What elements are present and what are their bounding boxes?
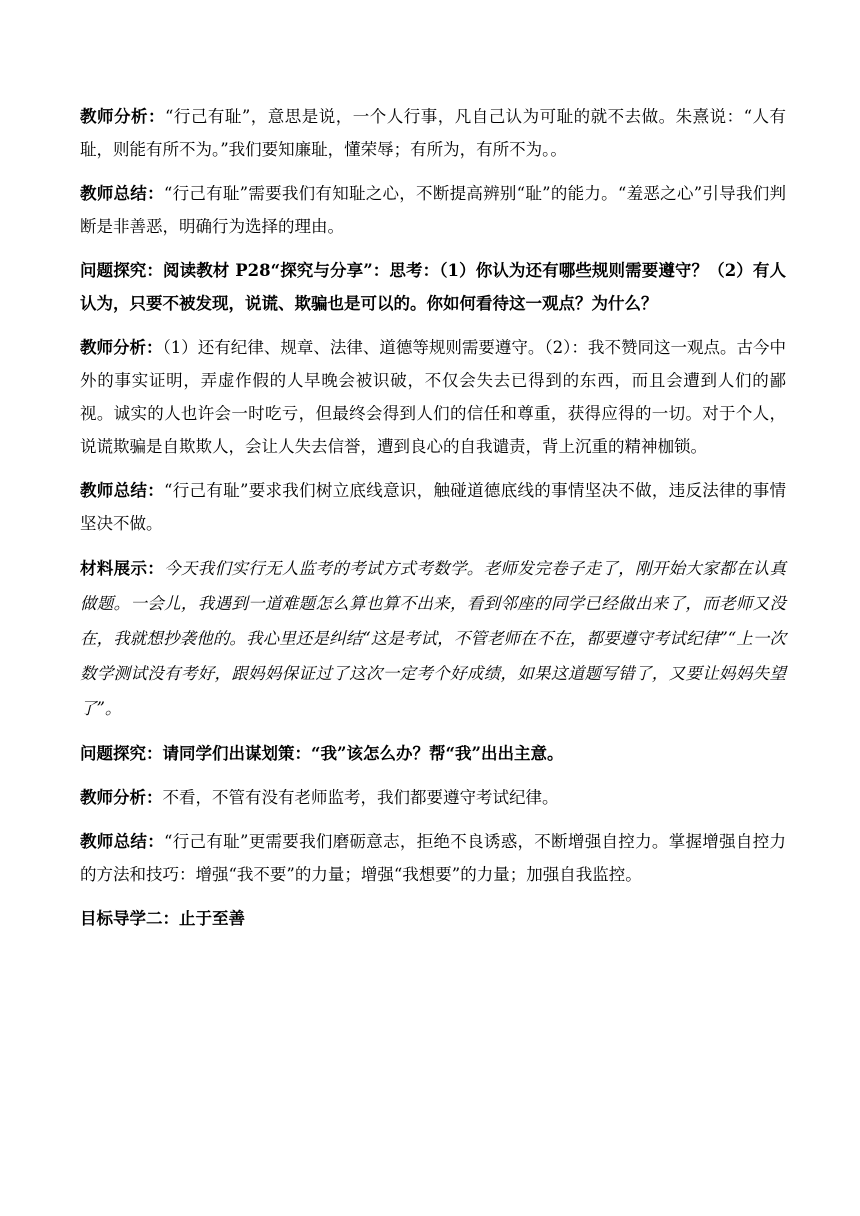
paragraph-text: （1）还有纪律、规章、法律、道德等规则需要遵守。（2）：我不赞同这一观点。古今中外的事实证明，弄虚作假的人早晚会被识破，不仅会失去已得到的东西，而且会遭到人们的鄙视。诚实的人也许会一时吃亏，但最终会得到人们的信任和尊重，获得应得的一切。对于个人，说谎欺骗是自欺欺人，会让人失去信誉，遭到良心的自我谴责，背上沉重的精神枷锁。: [80, 338, 786, 456]
material-display-paragraph: [80, 551, 786, 726]
paragraph-text: 不看，不管有没有老师监考，我们都要遵守考试纪律。: [162, 788, 559, 807]
section-heading: [80, 902, 786, 935]
paragraph-text: 今天我们实行无人监考的考试方式考数学。老师发完卷子走了，刚开始大家都在认真做题。一会儿，我遇到一道难题怎么算也算不出来，看到邻座的同学已经做出来了，而老师又没在，我就想抄袭他的。我心里还是纠结“这是考试，不管老师在不在，都要遵守考试纪律”“上一次数学测试没有考好，跟妈妈保证过了这次一定考个好成绩，如果这道题写错了，又要让妈妈失望了”。: [80, 559, 787, 718]
paragraph-label: 材料展示：: [80, 559, 165, 578]
paragraph-text: 请同学们出谋划策：“我”该怎么办？帮“我”出出主意。: [162, 744, 564, 763]
paragraph-text: “行己有耻”需要我们有知耻之心，不断提高辨别“耻”的能力。“羞恶之心”引导我们判断是非善恶，明确行为选择的理由。: [80, 184, 786, 236]
teacher-analysis-paragraph: [80, 781, 786, 814]
section-heading-text: 目标导学二：止于至善: [80, 909, 245, 928]
paragraph-text: “行己有耻”，意思是说，一个人行事，凡自己认为可耻的就不去做。朱熹说：“人有耻，则能有所不为。”我们要知廉耻，懂荣辱；有所为，有所不为。。: [80, 107, 786, 159]
teacher-summary-paragraph: [80, 825, 786, 891]
teacher-summary-paragraph: [80, 177, 786, 243]
question-inquiry-paragraph: [80, 737, 786, 770]
paragraph-label: 教师总结：: [80, 481, 165, 500]
paragraph-label: 教师总结：: [80, 832, 165, 851]
paragraph-text: “行己有耻”更需要我们磨砺意志，拒绝不良诱惑，不断增强自控力。掌握增强自控力的方法和技巧：增强“我不要”的力量；增强“我想要”的力量；加强自我监控。: [80, 832, 787, 884]
question-inquiry-paragraph: [80, 254, 786, 320]
document-page: [80, 100, 786, 935]
paragraph-label: 问题探究：: [80, 744, 163, 763]
teacher-analysis-paragraph: [80, 331, 786, 463]
paragraph-text: 阅读教材 P28“探究与分享”：思考：（1）你认为还有哪些规则需要遵守？（2）有人认为，只要不被发现，说谎、欺骗也是可以的。你如何看待这一观点？为什么？: [80, 261, 786, 313]
paragraph-label: 教师分析：: [80, 788, 163, 807]
paragraph-label: 问题探究：: [80, 261, 163, 280]
paragraph-label: 教师分析：: [80, 338, 163, 357]
paragraph-label: 教师总结：: [80, 184, 164, 203]
teacher-analysis-paragraph: [80, 100, 786, 166]
paragraph-label: 教师分析：: [80, 107, 165, 126]
teacher-summary-paragraph: [80, 474, 786, 540]
paragraph-text: “行己有耻”要求我们树立底线意识，触碰道德底线的事情坚决不做，违反法律的事情坚决不做。: [80, 481, 787, 533]
